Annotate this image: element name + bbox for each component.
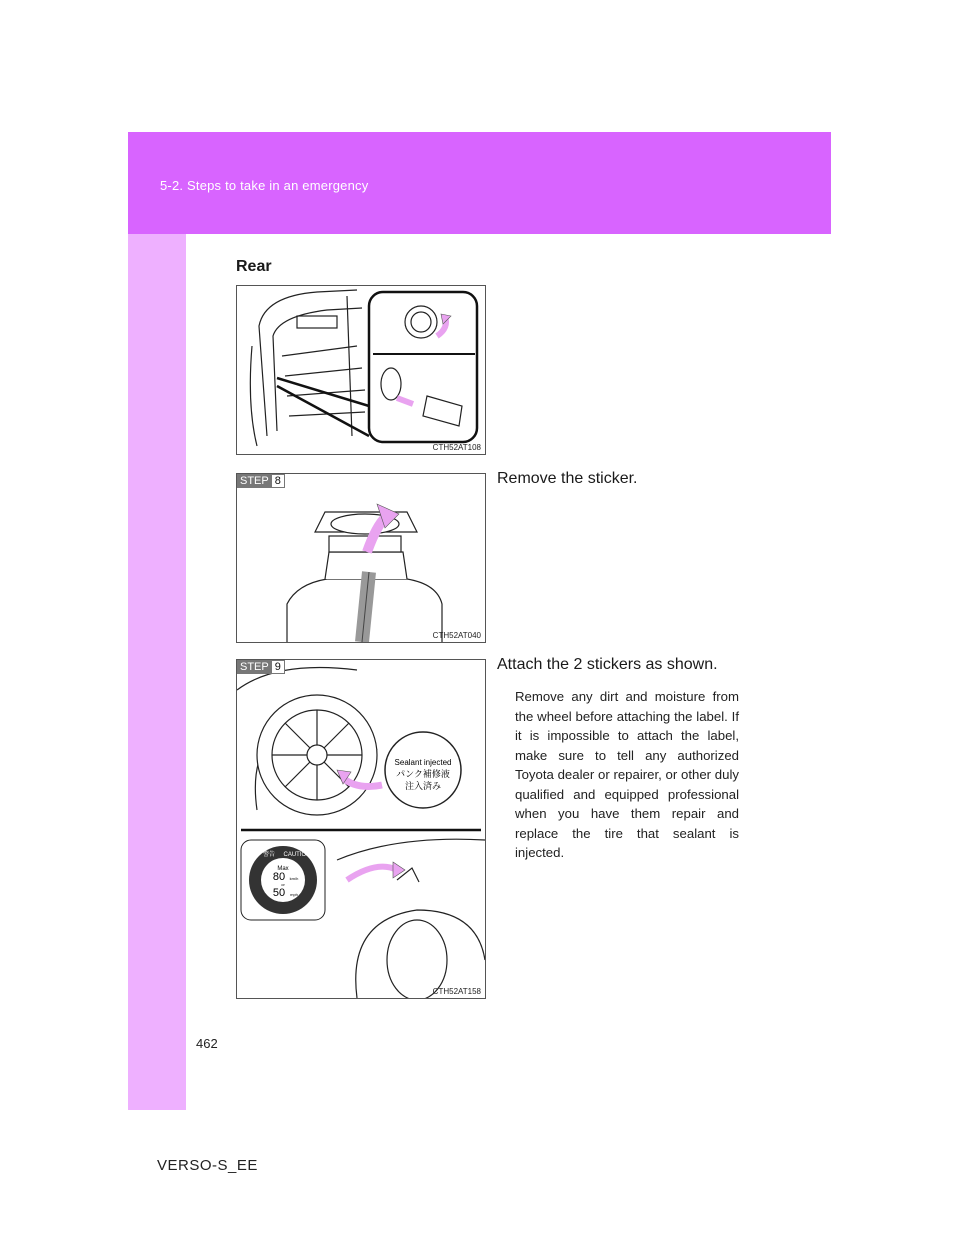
step-8-illustration bbox=[237, 474, 485, 642]
page-number: 462 bbox=[196, 1036, 218, 1051]
step-badge-9 bbox=[237, 660, 285, 674]
figure-code: CTH52AT040 bbox=[432, 631, 481, 640]
header-band bbox=[128, 132, 831, 234]
step-badge-number: 9 bbox=[272, 660, 285, 674]
step-badge-8 bbox=[237, 474, 285, 488]
step-9-instruction: Attach the 2 stickers as shown. bbox=[497, 656, 718, 673]
section-breadcrumb: 5-2. Steps to take in an emergency bbox=[160, 178, 369, 193]
sticker-text-jp1: パンク補修液 bbox=[396, 770, 450, 780]
caution-kmh: 80 bbox=[272, 871, 286, 883]
caution-mph-unit: mph bbox=[290, 892, 298, 897]
step-badge-label: STEP bbox=[237, 660, 272, 674]
section-title: Rear bbox=[236, 258, 272, 275]
caution-word: CAUTION bbox=[283, 852, 311, 858]
step-8-instruction: Remove the sticker. bbox=[497, 470, 638, 487]
sticker-text-jp2: 注入済み bbox=[404, 782, 442, 792]
figure-rear bbox=[236, 285, 486, 455]
step-badge-number: 8 bbox=[272, 474, 285, 488]
caution-mph: 50 bbox=[272, 887, 286, 899]
figure-step-9 bbox=[236, 659, 486, 999]
document-code: VERSO-S_EE bbox=[157, 1157, 258, 1174]
step-badge-label: STEP bbox=[237, 474, 272, 488]
step-9-illustration bbox=[237, 660, 485, 998]
sticker-text-en: Sealant injected bbox=[394, 758, 452, 767]
rear-illustration bbox=[237, 286, 485, 454]
caution-kmh-unit: km/h bbox=[289, 876, 299, 881]
caution-jp: 警告 bbox=[262, 851, 276, 858]
figure-code: CTH52AT108 bbox=[432, 443, 481, 452]
figure-step-8 bbox=[236, 473, 486, 643]
caution-or: or bbox=[281, 882, 285, 887]
caution-max: Max bbox=[277, 866, 289, 872]
side-strip bbox=[128, 234, 186, 1110]
figure-code: CTH52AT158 bbox=[432, 987, 481, 996]
step-9-note: Remove any dirt and moisture from the wheel before attaching the label. If it is impossible to attach the label, make sure to tell any authorized Toyota dealer or repairer, or other duly qualified and equipped professional when you have them repair and replace the tire that sealant is injected. bbox=[515, 689, 739, 860]
